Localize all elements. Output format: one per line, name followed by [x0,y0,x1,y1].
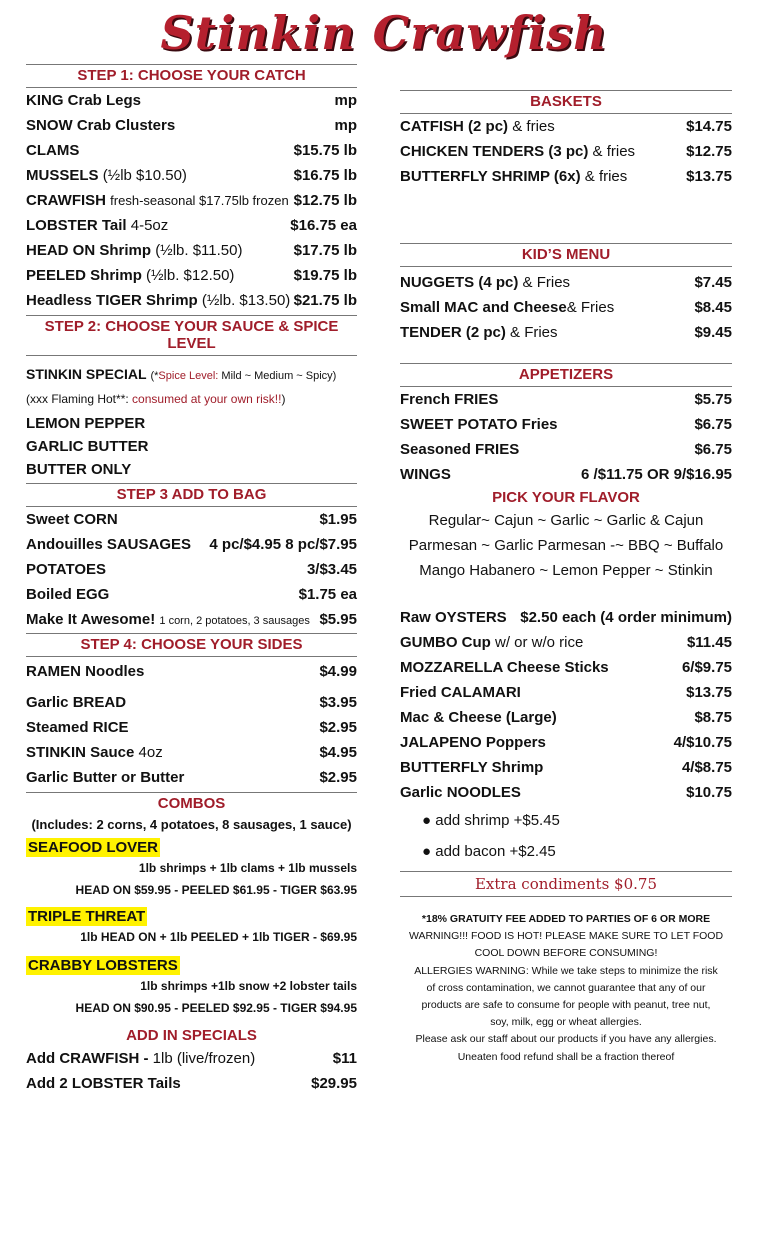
combo-seafood-lover-desc: 1lb shrimps + 1lb clams + 1lb mussels [138,861,357,875]
note-allergy-2: of cross contamination, we cannot guarantee that any of our [426,981,706,994]
note-allergy-1: ALLERGIES WARNING: While we take steps to minimize the risk [414,964,718,977]
basket-chicken-tenders: CHICKEN TENDERS (3 pc) & fries $12.75 [400,143,732,160]
kids-tender: TENDER (2 pc) & Fries $9.45 [400,324,732,341]
app-gumbo: GUMBO Cup w/ or w/o rice $11.45 [400,634,732,651]
step3-header: STEP 3 ADD TO BAG [26,483,357,507]
combo-crabby-lobsters-prices: HEAD ON $90.95 - PEELED $92.95 - TIGER $94.95 [75,1001,357,1015]
side-ramen: RAMEN Noodles $4.99 [26,663,357,680]
step1-header: STEP 1: CHOOSE YOUR CATCH [26,64,357,88]
add-in-crawfish: Add CRAWFISH - 1lb (live/frozen) $11 [26,1050,357,1067]
combo-seafood-lover-prices: HEAD ON $59.95 - PEELED $61.95 - TIGER $63.95 [75,883,357,897]
flavor-line-3: Mango Habanero ~ Lemon Pepper ~ Stinkin [419,562,713,579]
appetizers-header: APPETIZERS [400,363,732,387]
notes-block [400,911,732,1066]
menu-item-crawfish: CRAWFISH fresh-seasonal $17.75lb frozen $12.75 lb [26,192,357,209]
addon-shrimp-bullet: ● add shrimp +$5.45 [422,812,560,829]
note-gratuity: *18% GRATUITY FEE ADDED TO PARTIES OF 6 OR MORE [421,913,711,925]
menu-item-clams: CLAMS $15.75 lb [26,142,357,159]
sauce-garlic-butter: GARLIC BUTTER [26,438,149,455]
side-stinkin-sauce: STINKIN Sauce 4oz $4.95 [26,744,357,761]
menu-item-tiger-shrimp: Headless TIGER Shrimp (½lb. $13.50) $21.75 lb [26,292,357,309]
menu-item-snow-crab: SNOW Crab Clusters mp [26,117,357,134]
side-garlic-butter: Garlic Butter or Butter $2.95 [26,769,357,786]
stinkin-special: STINKIN SPECIAL (*Spice Level: Mild ~ Medium ~ Spicy) [26,366,337,382]
side-garlic-bread: Garlic BREAD $3.95 [26,694,357,711]
kids-mac-cheese: Small MAC and Cheese& Fries $8.45 [400,299,732,316]
note-refund: Uneaten food refund shall be a fraction thereof [457,1050,675,1063]
baskets-header: BASKETS [400,90,732,114]
menu-item-head-on-shrimp: HEAD ON Shrimp (½lb. $11.50) $17.75 lb [26,242,357,259]
menu-item-mussels: MUSSELS (½lb $10.50) $16.75 lb [26,167,357,184]
addon-egg: Boiled EGG $1.75 ea [26,586,357,603]
combo-crabby-lobsters: CRABBY LOBSTERS [28,957,178,974]
app-french-fries: French FRIES $5.75 [400,391,732,408]
flavor-line-2: Parmesan ~ Garlic Parmesan -~ BBQ ~ Buffalo [408,537,724,554]
flavor-line-1: Regular~ Cajun ~ Garlic ~ Garlic & Cajun [428,512,704,529]
app-wings: WINGS 6 /$11.75 OR 9/$16.95 [400,466,732,483]
app-calamari: Fried CALAMARI $13.75 [400,684,732,701]
extra-condiments: Extra condiments $0.75 [400,872,732,897]
right-column [400,90,732,1066]
addon-bacon-bullet: ● add bacon +$2.45 [422,843,556,860]
left-column [26,64,357,1096]
app-jalapeno-poppers: JALAPENO Poppers 4/$10.75 [400,734,732,751]
flavor-header: PICK YOUR FLAVOR [492,489,640,506]
app-butterfly-shrimp: BUTTERFLY Shrimp 4/$8.75 [400,759,732,776]
kids-header: KID’S MENU [400,243,732,267]
note-allergy-4: soy, milk, egg or wheat allergies. [490,1016,642,1029]
kids-nuggets: NUGGETS (4 pc) & Fries $7.45 [400,274,732,291]
menu-item-king-crab: KING Crab Legs mp [26,92,357,109]
sauce-lemon-pepper: LEMON PEPPER [26,415,146,432]
app-mac-cheese-large: Mac & Cheese (Large) $8.75 [400,709,732,726]
combo-seafood-lover: SEAFOOD LOVER [28,839,159,856]
note-warning-1: WARNING!!! FOOD IS HOT! PLEASE MAKE SURE TO LET FOOD [408,930,724,943]
basket-catfish: CATFISH (2 pc) & fries $14.75 [400,118,732,135]
addon-corn: Sweet CORN $1.95 [26,511,357,528]
app-sweet-potato-fries: SWEET POTATO Fries $6.75 [400,416,732,433]
side-steamed-rice: Steamed RICE $2.95 [26,719,357,736]
app-mozzarella: MOZZARELLA Cheese Sticks 6/$9.75 [400,659,732,676]
add-in-lobster: Add 2 LOBSTER Tails $29.95 [26,1075,357,1092]
step2-header: STEP 2: CHOOSE YOUR SAUCE & SPICE LEVEL [26,315,357,356]
addon-sausages: Andouilles SAUSAGES 4 pc/$4.95 8 pc/$7.95 [26,536,357,553]
note-ask-staff: Please ask our staff about our products if you have any allergies. [415,1033,717,1046]
combo-crabby-lobsters-desc: 1lb shrimps +1lb snow +2 lobster tails [140,979,357,993]
combos-header: COMBOS [157,795,226,812]
addon-potatoes: POTATOES 3/$3.45 [26,561,357,578]
combo-triple-threat-desc: 1lb HEAD ON + 1lb PEELED + 1lb TIGER - $69.95 [80,930,357,944]
app-raw-oysters: Raw OYSTERS $2.50 each (4 order minimum) [400,609,732,626]
app-seasoned-fries: Seasoned FRIES $6.75 [400,441,732,458]
combo-triple-threat: TRIPLE THREAT [28,908,146,925]
addon-make-it-awesome: Make It Awesome! 1 corn, 2 potatoes, 3 sausages $5.95 [26,611,357,628]
note-warning-2: COOL DOWN BEFORE CONSUMING! [474,947,658,960]
note-allergy-3: products are safe to consume for people with peanut, tree nut, [421,999,711,1012]
add-in-header: ADD IN SPECIALS [126,1027,257,1044]
basket-butterfly-shrimp: BUTTERFLY SHRIMP (6x) & fries $13.75 [400,168,732,185]
menu-item-peeled-shrimp: PEELED Shrimp (½lb. $12.50) $19.75 lb [26,267,357,284]
restaurant-logo: Stinkin Crawfish [160,6,608,60]
menu-item-lobster-tail: LOBSTER Tail 4-5oz $16.75 ea [26,217,357,234]
step4-header: STEP 4: CHOOSE YOUR SIDES [26,633,357,657]
step1-list [26,88,357,313]
sauce-butter-only: BUTTER ONLY [26,461,132,478]
combos-note: (Includes: 2 corns, 4 potatoes, 8 sausages, 1 sauce) [31,817,352,832]
app-garlic-noodles: Garlic NOODLES $10.75 [400,784,732,801]
flaming-hot-note: (xxx Flaming Hot**: consumed at your own risk!!) [26,392,286,406]
